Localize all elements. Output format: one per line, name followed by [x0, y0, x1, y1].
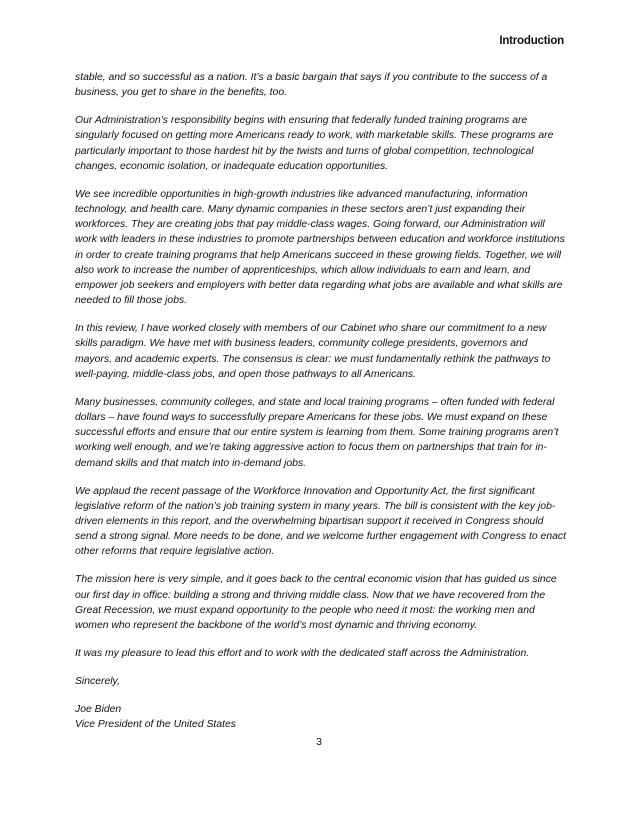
- page-number: 3: [316, 736, 322, 748]
- letter-body: [75, 70, 567, 732]
- signer-name: Joe Biden: [75, 704, 122, 716]
- paragraph-6: We applaud the recent passage of the Workforce Innovation and Opportunity Act, the first significant legislative reform of the nation’s job training system in many years. The bill is consistent with the key job-driven elements in this report, and the overwhelming bipartisan support it received in Congress should send a strong signal. More needs to be done, and we welcome further engagement with Congress to enact other reforms that require legislative action.: [75, 485, 566, 558]
- paragraph-7: The mission here is very simple, and it goes back to the central economic vision that has guided us since our first day in office: building a strong and thriving middle class. Now that we have recovered from the Great Recession, we must expand opportunity to the people who need it most: the working men and women who represent the backbone of the world’s most dynamic and thriving economy.: [75, 574, 557, 632]
- paragraph-8: It was my pleasure to lead this effort and to work with the dedicated staff across the Administration.: [75, 648, 530, 660]
- paragraph-4: In this review, I have worked closely with members of our Cabinet who share our commitment to a new skills paradigm. We have met with business leaders, community college presidents, governors and mayors, and academic experts. The consensus is clear: we must fundamentally rethink the pathways to well-paying, middle-class jobs, and open those pathways to all Americans.: [75, 323, 551, 380]
- section-header: Introduction: [499, 35, 564, 47]
- signer-title: Vice President of the United States: [75, 719, 236, 731]
- closing-salutation: Sincerely,: [75, 676, 120, 688]
- paragraph-3: We see incredible opportunities in high-growth industries like advanced manufacturing, information technology, and health care. Many dynamic companies in these sectors aren’t just expanding their workforces. They are creating jobs that pay middle-class wages. Going forward, our Administration will work with leaders in these industries to promote partnerships between education and workforce institutions in order to create training programs that help Americans succeed in these growing fields. Together, we will also work to increase the number of apprenticeships, which allow individuals to earn and learn, and empower job seekers and employers with better data regarding what jobs are available and what skills are needed to fill those jobs.: [75, 188, 565, 307]
- paragraph-1: stable, and so successful as a nation. It’s a basic bargain that says if you contribute to the success of a business, you get to share in the benefits, too.: [75, 72, 548, 99]
- header-divider: [74, 52, 564, 53]
- paragraph-5: Many businesses, community colleges, and state and local training programs – often funded with federal dollars – have found ways to successfully prepare Americans for these jobs. We must expand on these successful efforts and ensure that our entire system is learning from them. Some training programs aren’t working well enough, and we’re taking aggressive action to focus them on partnerships that train for in-demand skills and that match into in-demand jobs.: [75, 396, 559, 469]
- paragraph-2: Our Administration’s responsibility begins with ensuring that federally funded training programs are singularly focused on getting more Americans ready to work, with marketable skills. These programs are particularly important to those hardest hit by the twists and turns of global competition, technological changes, economic isolation, or inadequate education opportunities.: [75, 115, 554, 172]
